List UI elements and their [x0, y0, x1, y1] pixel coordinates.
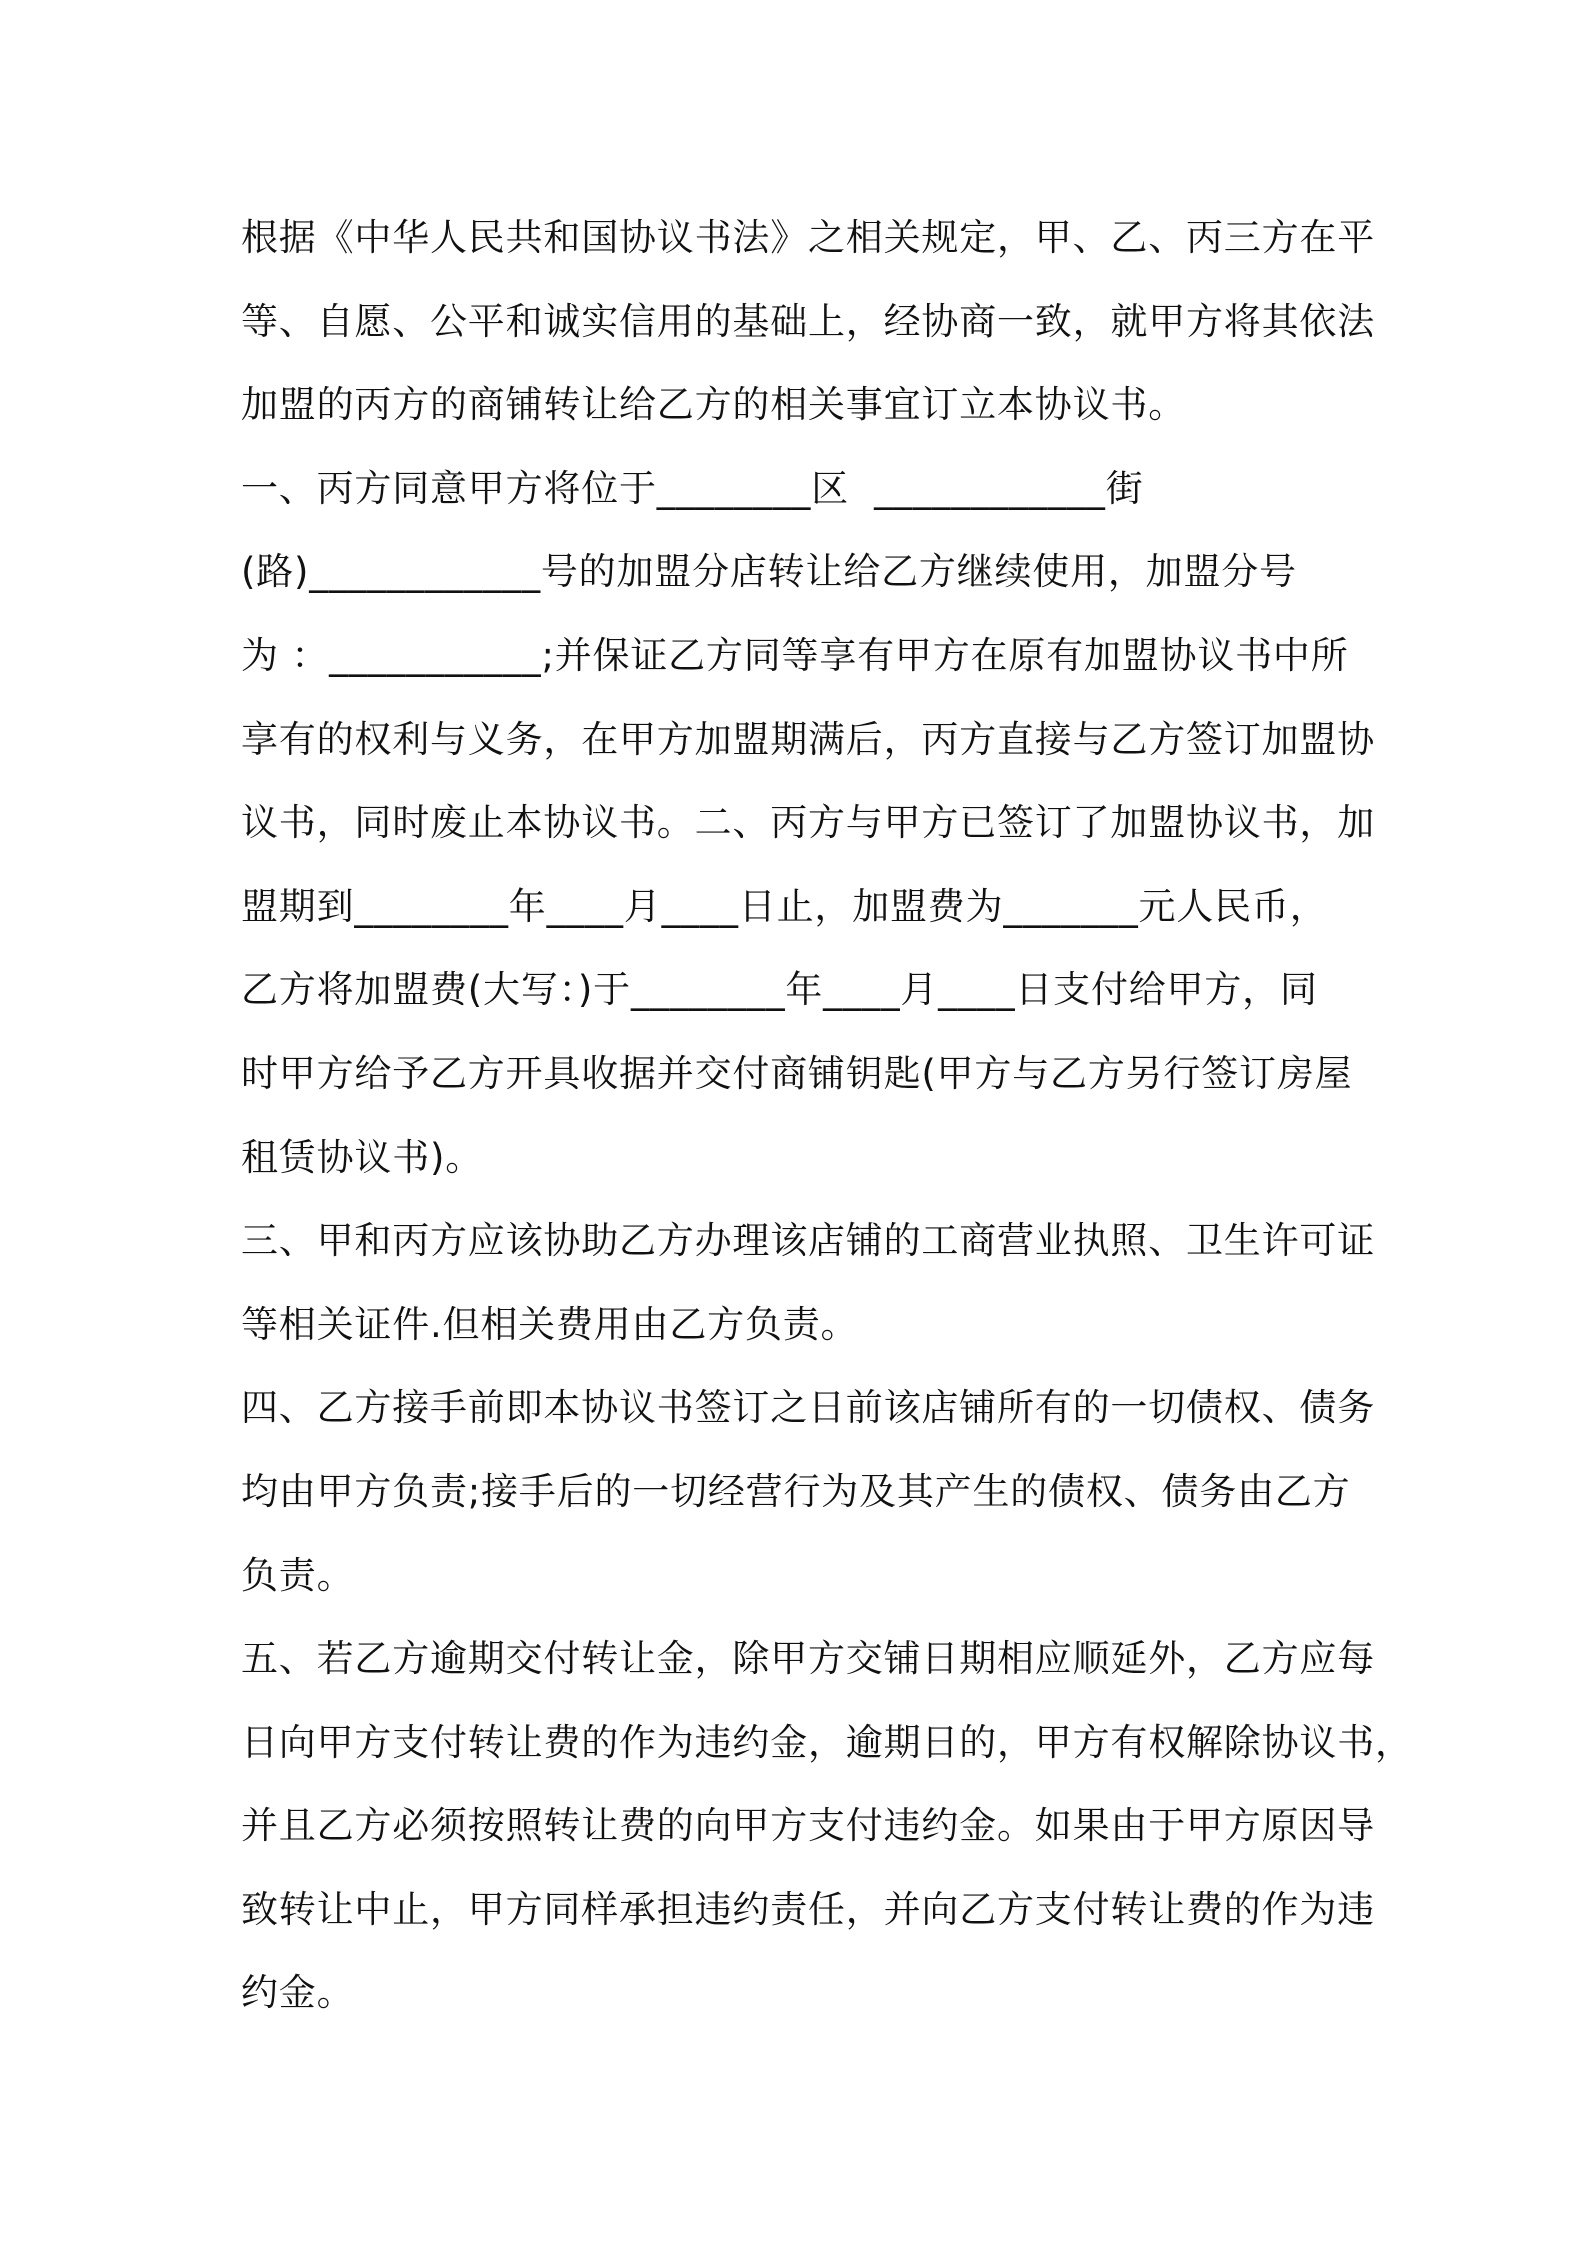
text-line: 等相关证件.但相关费用由乙方负责。: [241, 1302, 859, 1346]
text-line: 为 ：___________;并保证乙方同等享有甲方在原有加盟协议书中所: [241, 633, 1349, 677]
text-line: 致转让中止，甲方同样承担违约责任，并向乙方支付转让费的作为违: [241, 1887, 1375, 1931]
text-line: 加盟的丙方的商铺转让给乙方的相关事宜订立本协议书。: [241, 383, 1186, 427]
text-line: 均由甲方负责;接手后的一切经营行为及其产生的债权、债务由乙方: [241, 1469, 1351, 1513]
text-line: 四、乙方接手前即本协议书签订之日前该店铺所有的一切债权、债务: [241, 1386, 1375, 1430]
document-body: [241, 196, 1413, 2035]
text-line: 五、若乙方逾期交付转让金，除甲方交铺日期相应顺延外，乙方应每: [241, 1637, 1375, 1681]
text-line: 享有的权利与义务，在甲方加盟期满后，丙方直接与乙方签订加盟协: [241, 717, 1375, 761]
text-line: 乙方将加盟费(大写：)于________年____月____日支付给甲方，同: [241, 968, 1318, 1012]
text-line: 议书，同时废止本协议书。二、丙方与甲方已签订了加盟协议书，加: [241, 801, 1375, 845]
text-line: 三、甲和丙方应该协助乙方办理该店铺的工商营业执照、卫生许可证: [241, 1219, 1375, 1263]
text-line: 盟期到________年____月____日止，加盟费为_______元人民币，: [241, 884, 1328, 928]
text-line: 日向甲方支付转让费的作为违约金，逾期日的，甲方有权解除协议书，: [241, 1720, 1413, 1764]
text-line: 约金。: [241, 1971, 355, 2015]
text-line: 时甲方给予乙方开具收据并交付商铺钥匙(甲方与乙方另行签订房屋: [241, 1051, 1353, 1095]
text-line: 负责。: [241, 1553, 355, 1597]
text-line: 租赁协议书)。: [241, 1135, 484, 1179]
text-line: 等、自愿、公平和诚实信用的基础上，经协商一致，就甲方将其依法: [241, 299, 1375, 343]
text-line: (路)____________号的加盟分店转让给乙方继续使用，加盟分号: [241, 550, 1297, 594]
text-line: 一、丙方同意甲方将位于________区 ____________街: [241, 466, 1144, 510]
text-line: 并且乙方必须按照转让费的向甲方支付违约金。如果由于甲方原因导: [241, 1804, 1375, 1848]
text-line: 根据《中华人民共和国协议书法》之相关规定，甲、乙、丙三方在平: [241, 216, 1375, 259]
